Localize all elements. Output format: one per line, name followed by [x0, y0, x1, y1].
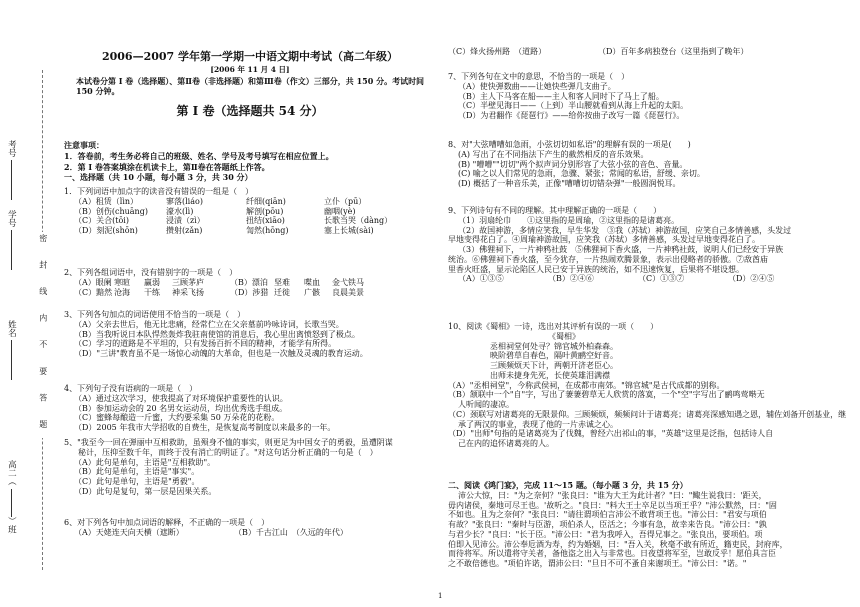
q4-option-c[interactable]: （C）蜜蜂每酿造一斤蜜，大约要采集 50 万朵花的花粉。 — [74, 413, 280, 423]
notice-item-1: 1．答卷前，考生务必将自己的班级、姓名、学号及考号填写在相应位置上。 — [64, 150, 334, 161]
q4-stem: 4、下列句子没有语病的一项是（ ） — [64, 384, 198, 393]
poem-line-3: 三顾频烦天下计，两朝开济老臣心。 — [490, 361, 618, 370]
q9-line-3c: 里香火旺盛，显示沦陷区人民已安于异族的统治，如不迅速恢复，后果将不堪设想。 — [448, 264, 744, 274]
notice-section — [64, 140, 436, 184]
q1-a-4: 立仆（pū） — [324, 196, 367, 206]
q1-option-d[interactable] — [64, 226, 436, 236]
q5-stem-line1: 5、"我至今一回在弹丽中互相救助，虽殒身不恤的事实，则更足为中国女子的勇毅，虽遭阴谋 — [64, 438, 393, 447]
q10-stem: 10、阅读《蜀相》一诗，选出对其评析有误的一项（ ） — [448, 322, 659, 331]
q6-option-c: （C）烽火扬州路 （道路） — [448, 47, 547, 56]
q7-option-a[interactable]: （A）使快弹数曲——让她快些弹几支曲子。 — [458, 81, 616, 91]
page-number: 1 — [438, 592, 443, 600]
q1-option-b[interactable] — [64, 207, 436, 217]
q8-option-c[interactable]: (C) 喻之以人们常见的急雨，急骤、紧张；常闻的私语，舒缓、亲切。 — [458, 169, 705, 179]
q10-option-c-line1[interactable]: （C）颈联写对诸葛亮的无限景仰。三顾频烦，频频问计于诸葛亮；诸葛亮深感知遇之恩，辅佐刘备开创基业，继 — [448, 409, 847, 419]
q4-option-b[interactable]: （B）参加运动会的 20 名男女运动员，均出优秀选手组成。 — [74, 403, 288, 413]
class-label-b: ）班 — [6, 516, 17, 534]
question-8 — [448, 140, 852, 189]
q9-option-b[interactable]: （B）②④⑥ — [548, 274, 594, 284]
question-7 — [448, 72, 852, 121]
q2-c-1: （C）黯然 — [74, 287, 113, 297]
q2-d-2: 迁徙 — [274, 287, 290, 297]
q1-a-2: 寥落(liáo) — [166, 196, 203, 206]
q3-stem: 3、下列各句加点的词语使用不恰当的一项是（ ） — [64, 310, 246, 319]
q2-b-3: 喋血 — [304, 277, 320, 287]
question-6 — [64, 518, 436, 538]
notice-title: 注意事项： — [64, 140, 104, 150]
q2-b-2: 坚难 — [274, 277, 290, 287]
q1-b-3: 解剖(pōu) — [246, 206, 284, 216]
q2-c-4: 神采飞扬 — [172, 287, 204, 297]
q5-option-c[interactable]: （C）此句是单句，主语是"勇毅"。 — [74, 477, 200, 486]
q10-option-c-line2: 承了两汉的事业，表现了他的一片赤诚之心。 — [458, 419, 618, 429]
seat-number-field[interactable] — [6, 210, 16, 270]
q3-option-a[interactable]: （A）父亲去世后，他无比悲痛，经常伫立在父亲墓前吟咏诗词，长歌当哭。 — [74, 319, 344, 329]
q2-b-4: 金弋铁马 — [332, 277, 364, 287]
q4-option-d[interactable]: （D）2005 年我市大学招收的自费生，是恢复高考制度以来最多的一年。 — [74, 423, 336, 432]
q8-option-b[interactable]: (B) "嘈嘈""切切"两个拟声词分别形容了大弦小弦的音色、音量。 — [458, 159, 688, 169]
q6-stem: 6、对下列各句中加点词语的解释，不正确的一项是（ ） — [64, 518, 270, 527]
reading-line-2: 毋内诸侯，秦地可尽王也。'故听之。"良曰："料大王士卒足以当项王乎？"沛公默然，曰："固 — [448, 500, 777, 510]
seat-number-label: 学号 — [6, 210, 17, 227]
q8-stem: 8、对"大弦嘈嘈如急雨，小弦切切如私语"的理解有误的一项是( ) — [448, 140, 691, 149]
q9-line-2b: 早地变得花白了。④周瑜神游故国，应笑我（苏轼）多情善感，头发过早地变得花白了。 — [448, 235, 760, 245]
q1-stem: 1．下列词语中加点字的读音没有错误的一组是（ ） — [64, 187, 254, 196]
q9-stem: 9、下列诗句有不同的理解。其中理解正确的一项是（ ） — [448, 206, 662, 215]
q9-option-a[interactable]: （A）①③⑤ — [458, 274, 504, 284]
q1-c-3: 扭结(xiāo) — [246, 216, 285, 226]
reading-line-5: 与君少长？"良曰："长于臣。"沛公曰："君为我呼入，吾得兄事之。"张良出，要项伯。项 — [448, 529, 763, 539]
question-4 — [64, 384, 436, 433]
seal-warning: 密 封 线 内 不 要 答 题 — [38, 234, 48, 436]
q2-b-1: （B）漂泊 — [230, 277, 268, 287]
q2-c-3: 干练 — [144, 287, 160, 297]
q2-stem: 2、下列各组词语中，没有错别字的一项是（ ） — [64, 268, 238, 277]
class-label-a: 高二（ — [6, 460, 17, 486]
q1-c-2: 浸渍（zì） — [166, 216, 205, 226]
q1-d-2: 攒射(zǎn) — [166, 226, 203, 235]
q5-option-d[interactable]: （D）此句是复句，第一层是因果关系。 — [74, 486, 217, 496]
q7-option-b[interactable]: （B）主人下马客在船——主人和客人同时下了马上了船。 — [458, 91, 664, 101]
q2-d-1: （D）涉猎 — [230, 287, 269, 297]
reading-line-8: 之不敢倍德也。"项伯许诺，谓沛公曰："旦日不可不蚤自来谢项王。"沛公曰："诺。" — [448, 559, 747, 568]
name-label: 姓名 — [6, 320, 17, 337]
q3-option-c[interactable]: （C）学习的道路是不平坦的，只有发扬百折不回的精神，才能学有所得。 — [74, 339, 337, 349]
question-10 — [448, 322, 852, 449]
q10-option-d-line1[interactable]: （D）"出师"句指的是诸葛亮为了伐魏，曾经六出祁山的事，"英雄"这里是泛指，包括诗人自 — [448, 429, 774, 439]
q1-a-3: 纤细(qiān) — [246, 196, 286, 206]
notice-item-2: 2．第 I 卷答案填涂在机读卡上，第Ⅱ卷在答题纸上作答。 — [64, 161, 270, 172]
q1-b-1: （B）创伤(chuāng) — [74, 206, 148, 216]
q2-options-cd[interactable] — [64, 288, 436, 298]
poem-line-2: 映阶碧草自春色，隔叶黄鹂空好音。 — [490, 351, 618, 361]
q9-option-c[interactable]: （C）①③⑦ — [638, 274, 685, 284]
question-9 — [448, 206, 852, 284]
q3-option-b[interactable]: （B）当我听说日本队悍然轰炸我驻南使馆的消息后，我心里出离愤怒到了极点。 — [74, 329, 360, 339]
q7-option-d[interactable]: （D）为君翻作《琵琶行》——给你按曲子改写一篇《琵琶行》。 — [458, 111, 685, 120]
q6-option-a: （A）天姥连天向天横（遮断） — [74, 527, 184, 537]
q2-a-1: （A）眼阑 — [74, 277, 112, 287]
exam-id-label: 考号 — [6, 140, 17, 157]
q5-option-a[interactable]: （A）此句是单句，主语是"互相救助"。 — [74, 457, 216, 467]
q1-d-4: 塞上长城(sài) — [324, 226, 374, 235]
q9-line-1: （1）羽扇纶巾 ①这里指的是周瑜，②这里指的是诸葛亮。 — [458, 215, 680, 225]
q5-stem-line2: 秘计，压抑至数千年，而终于没有消亡的明证了。"对这句话分析正确的一句是（ ） — [78, 447, 378, 457]
class-field[interactable] — [6, 460, 16, 534]
q1-option-a[interactable] — [64, 197, 436, 207]
q10-option-d-line2: 己在内的追怀诸葛亮的人。 — [458, 439, 554, 448]
q1-c-4: 长歌当哭（dàng） — [324, 216, 393, 226]
q1-c-1: （C）关合(tōi) — [74, 216, 129, 226]
poem-line-4: 出师未捷身先死，长使英雄泪满襟 — [490, 370, 610, 380]
reading-title: 二、阅读《鸿门宴》，完成 11～15 题。（每小题 3 分，共 15 分） — [448, 480, 688, 490]
q6-options-ab[interactable] — [64, 528, 436, 538]
exam-date: [2006 年 11 月 4 日] — [210, 65, 290, 74]
binding-margin — [0, 0, 58, 607]
exam-intro: 本试卷分第 I 卷（选择题）、第Ⅱ卷（非选择题）和第Ⅲ卷（作文）三部分，共 150 分。考试时间 150 分钟。 — [76, 76, 425, 97]
q1-option-c[interactable] — [64, 216, 436, 226]
section-1-title: 一、选择题（共 10 小题，每小题 3 分，共 30 分） — [64, 172, 253, 183]
q1-b-4: 幽咽(yè) — [324, 206, 356, 216]
q2-a-2: 寒暄 — [114, 277, 130, 287]
q9-option-d[interactable]: （D）②④⑤ — [728, 274, 775, 284]
q6-option-b: （B）千古江山 （久远的年代） — [234, 527, 348, 537]
q10-option-b-line1[interactable]: （B）颔联中一个"自"字，写出了萋萋碧草无人欣赏的落寞，一个"空"字写出了鹂鸣莺啭无 — [448, 390, 765, 400]
exam-id-field[interactable] — [6, 140, 16, 200]
q2-c-2: 沧海 — [114, 287, 130, 297]
q7-stem: 7、下列各句在文中的意思，不恰当的一项是（ ） — [448, 72, 630, 81]
q2-d-4: 良晨美景 — [332, 287, 364, 297]
q9-options[interactable] — [448, 274, 852, 284]
q6-options-cd[interactable] — [448, 47, 852, 57]
q1-d-3: 訇然(hōng) — [246, 226, 289, 235]
q8-option-a[interactable]: (A) 写出了在不同指法下产生的截然相反的音乐效果。 — [458, 149, 649, 159]
q10-option-b-line2: 人听闻的凄凉。 — [458, 400, 514, 409]
q9-line-3: （3）佛狸祠下，一片神鸦社鼓 ⑤佛狸祠下香火盛，一片神鸦社鼓，说明人们已经安于异族 — [458, 245, 784, 254]
name-field[interactable] — [6, 320, 16, 380]
q2-options-ab[interactable] — [64, 278, 436, 288]
reading-line-1: 沛公大惊，曰："为之奈何？"张良曰："谁为大王为此计者？"曰："鲰生说我曰：'距关， — [458, 490, 767, 500]
reading-line-7: 而待将军。所以遣将守关者，备他盗之出入与非常也。日夜望将军至，岂敢反乎！愿伯具言臣 — [448, 549, 776, 559]
q7-option-c[interactable]: （C）半壁见海日——（上到）半山腰就看到从海上升起的太阳。 — [458, 101, 689, 111]
reading-line-4: 有故？"张良曰："秦时与臣游，项伯杀人，臣活之；今事有急，故幸来告良。"沛公曰："孰 — [448, 520, 767, 529]
q6-option-d: （D）百年多病独登台（这里指到了晚年） — [598, 47, 749, 56]
q3-option-d[interactable]: （D）"三讲"教育虽不是一场惊心动魄的大革命，但也是一次触及灵魂的教育运动。 — [74, 349, 368, 358]
part-title: 第 I 卷（选择题共 54 分） — [176, 104, 324, 118]
reading-line-3: 不如也。且为之奈何？"张良曰："请往谓项伯言沛公不敢背项王也。"沛公曰："君安与项伯 — [448, 510, 767, 520]
question-5 — [64, 438, 436, 497]
q9-line-3b: 统治。⑥佛狸祠下香火盛，至今犹存，一片热闹欢腾景象，表示出侵略者的骄傲。⑦敌酋庙 — [448, 254, 768, 264]
exam-title: 2006—2007 学年第一学期一中语文期中考试（高二年级） — [101, 50, 399, 63]
q2-a-3: 赢弱 — [144, 277, 160, 287]
q1-a-1: （A）租赁（lìn） — [74, 196, 139, 206]
reading-section — [448, 481, 852, 569]
q2-d-3: 广骸 — [304, 287, 320, 297]
q5-option-b[interactable]: （B）此句是单句，主语是"事实"。 — [74, 467, 200, 477]
poem-title: 《蜀相》 — [548, 331, 580, 341]
q9-line-2: （2）故国神游，多情应笑我，早生华发 ③我（苏轼）神游故国，应笑自己多情善感，头发过 — [458, 225, 792, 235]
q10-option-a[interactable]: （A）"丞相祠堂"，今称武侯祠，在成都市南郊。"锦官城"是古代成都的别称。 — [448, 380, 725, 390]
q4-option-a[interactable]: （A）通过这次学习，使我提高了对环境保护重要性的认识。 — [74, 393, 288, 403]
q2-a-4: 三顾茅庐 — [172, 277, 204, 287]
question-6-continued — [448, 47, 852, 57]
q1-b-2: 濠水(lì) — [166, 206, 194, 216]
reading-line-6: 伯即入见沛公。沛公奉卮酒为寿，约为婚姻，曰："吾入关，秋毫不敢有所近，籍吏民，封府库， — [448, 539, 788, 549]
q8-option-d[interactable]: (D) 概括了一种音乐美，正像"嘈嘈切切错杂弹"一般圆润悦耳。 — [458, 179, 681, 188]
question-2 — [64, 268, 436, 297]
poem-line-1: 丞相祠堂何处寻？锦官城外柏森森。 — [490, 341, 618, 351]
q1-d-1: （D）刻泥(shōn) — [74, 226, 138, 235]
question-3 — [64, 310, 436, 359]
question-1 — [64, 187, 436, 236]
